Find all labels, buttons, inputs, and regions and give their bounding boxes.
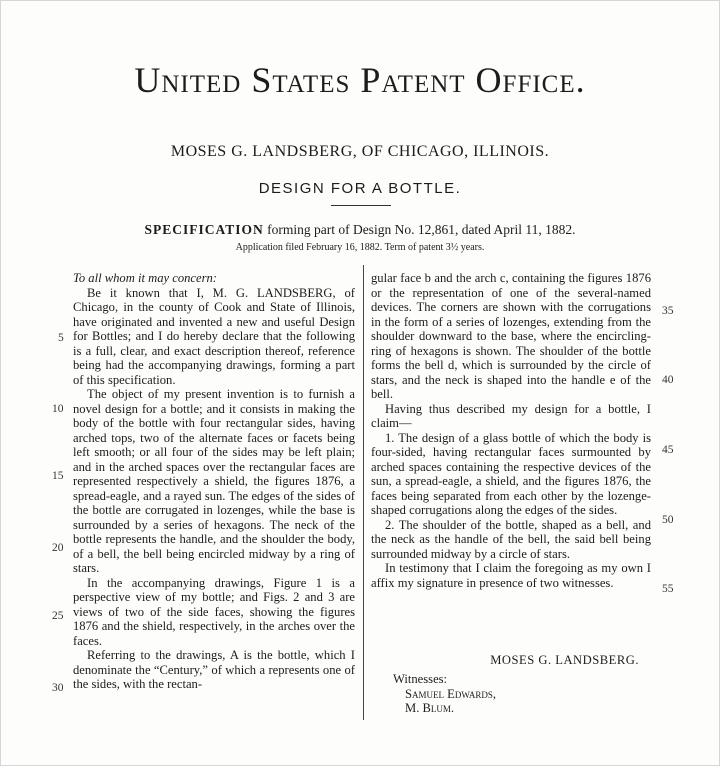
- salutation: To all whom it may concern:: [73, 271, 218, 285]
- line-number: 20: [52, 542, 64, 554]
- line-number: 50: [662, 514, 674, 526]
- specification-line: [1, 221, 719, 239]
- paragraph: gular face b and the arch c, containing the figures 1876 or the representation of one of the several-named devices. The corners are shown with the corrugations in the form of a series of lozenges, extending from the shoulder downward to the base, where the encircling-ring of hexagons is shown. The shoulder of the bottle forms the bell d, which is surrounded by the circle of stars, and the neck is shaped into the handle e of the bell.: [371, 271, 651, 401]
- right-column: [371, 271, 651, 590]
- testimony: In testimony that I claim the foregoing as my own I affix my signature in presence of two witnesses.: [371, 561, 651, 590]
- office-title: United States Patent Office.: [134, 60, 586, 100]
- line-number: 30: [52, 682, 64, 694]
- spec-label: SPECIFICATION: [144, 222, 264, 237]
- line-number: 5: [58, 332, 64, 344]
- spec-text: forming part of Design No. 12,861, dated April 11, 1882.: [263, 222, 576, 237]
- witness-name: M. Blum.: [405, 701, 455, 715]
- witness-name: Samuel Edwards,: [405, 687, 496, 701]
- line-number: 10: [52, 403, 64, 415]
- line-number: 15: [52, 470, 64, 482]
- line-number: 55: [662, 583, 674, 595]
- title-rule: [331, 205, 391, 206]
- paragraph: In the accompanying drawings, Figure 1 is a perspective view of my bottle; and Figs. 2 and 3 are views of two of the side faces, showing the figures 1876 and the shield, respectively, in the arches over the faces.: [73, 575, 355, 648]
- line-number: 45: [662, 444, 674, 456]
- paragraph: Having thus described my design for a bottle, I claim—: [371, 401, 651, 430]
- design-title: DESIGN FOR A BOTTLE.: [258, 180, 462, 197]
- line-number: 35: [662, 305, 674, 317]
- claim-2: 2. The shoulder of the bottle, shaped as a bell, and the neck as the handle of the bell, the said bell being surrounded midway by a circle of stars.: [371, 517, 651, 561]
- line-number: 25: [52, 610, 64, 622]
- witnesses-label: Witnesses:: [393, 672, 448, 686]
- paragraph: Referring to the drawings, A is the bottle, which I denominate the “Century,” of which a represents one of the sides, with the rectan-: [73, 648, 355, 691]
- paragraph: The object of my present invention is to furnish a novel design for a bottle; and it consists in making the body of the bottle with four rectangular sides, having arched tops, two of the alternate faces or facets being left smooth; or all four of the sides may be left plain; and in the arched spaces over the rectangular faces are represented respectively a shield, the figures 1876, a spread-eagle, and a rayed sun. The edges of the sides of the bottle are corrugated in lozenges, while the base is surrounded by a series of hexagons. The neck of the bottle represents the handle, and the shoulder the body, of a bell, the bell being encircled midway by a ring of stars.: [73, 387, 355, 575]
- left-column: [73, 271, 355, 692]
- line-number: 40: [662, 374, 674, 386]
- inventor-line: MOSES G. LANDSBERG, OF CHICAGO, ILLINOIS.: [170, 143, 550, 160]
- application-line: Application filed February 16, 1882. Term of patent 3½ years.: [235, 242, 485, 253]
- paragraph: Be it known that I, M. G. LANDSBERG, of Chicago, in the county of Cook and State of Illinois, have originated and invented a new and useful Design for Bottles; and I do hereby declare that the following is a full, clear, and exact description thereof, reference being had the accompanying drawings, forming a part of this specification.: [73, 285, 355, 387]
- column-divider: [363, 265, 364, 720]
- claim-1: 1. The design of a glass bottle of which the body is four-sided, having rectangular faces surmounted by arched spaces containing the respective devices of the sun, a spread-eagle, a shield, and the figures 1876, the faces being separated from each other by the lozenge-shaped corrugations along the edges of the sides.: [371, 430, 651, 517]
- signature: MOSES G. LANDSBERG.: [490, 653, 639, 667]
